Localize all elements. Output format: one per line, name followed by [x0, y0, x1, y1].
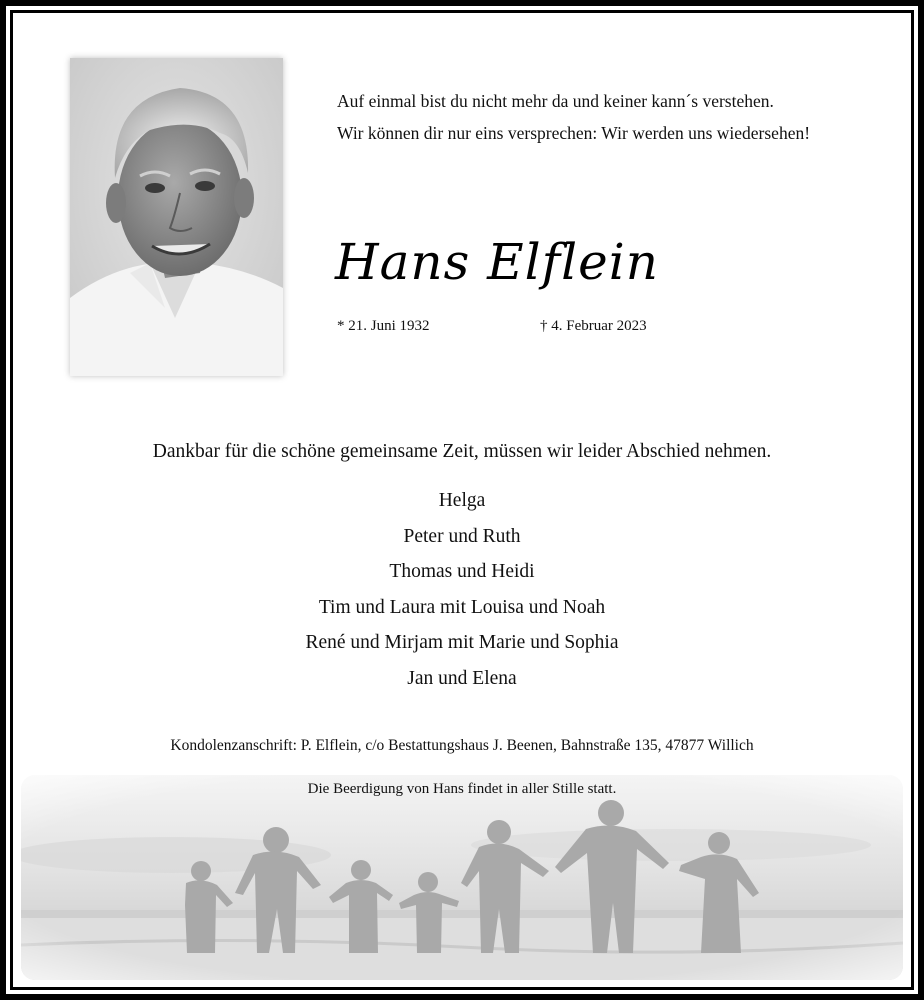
death-date: † 4. Februar 2023 [540, 318, 647, 334]
birth-date: * 21. Juni 1932 [337, 318, 430, 334]
poem-line-1: Auf einmal bist du nicht mehr da und keiner kann´s verstehen. [337, 91, 774, 111]
condolence-address: Kondolenzanschrift: P. Elflein, c/o Bestattungshaus J. Beenen, Bahnstraße 135, 47877 Willich [170, 737, 754, 754]
poem-line-2: Wir können dir nur eins versprechen: Wir werden uns wiedersehen! [337, 123, 811, 143]
family-list [13, 483, 911, 696]
portrait-image [70, 58, 283, 376]
family-member: René und Mirjam mit Marie und Sophia [305, 632, 619, 653]
portrait-photo [70, 58, 283, 376]
family-member: Jan und Elena [407, 667, 517, 689]
deceased-name: Hans Elflein [335, 233, 659, 291]
funeral-note: Die Beerdigung von Hans findet in aller Stille statt. [307, 781, 617, 797]
family-member: Thomas und Heidi [389, 561, 535, 582]
obituary-notice [13, 13, 911, 987]
poem [337, 85, 810, 149]
silhouette-illustration [21, 775, 903, 980]
family-member: Peter und Ruth [403, 525, 521, 547]
family-member: Helga [438, 490, 486, 511]
farewell-text: Dankbar für die schöne gemeinsame Zeit, müssen wir leider Abschied nehmen. [152, 441, 772, 462]
family-member: Tim und Laura mit Louisa und Noah [318, 596, 606, 618]
family-silhouette-image [21, 775, 903, 980]
